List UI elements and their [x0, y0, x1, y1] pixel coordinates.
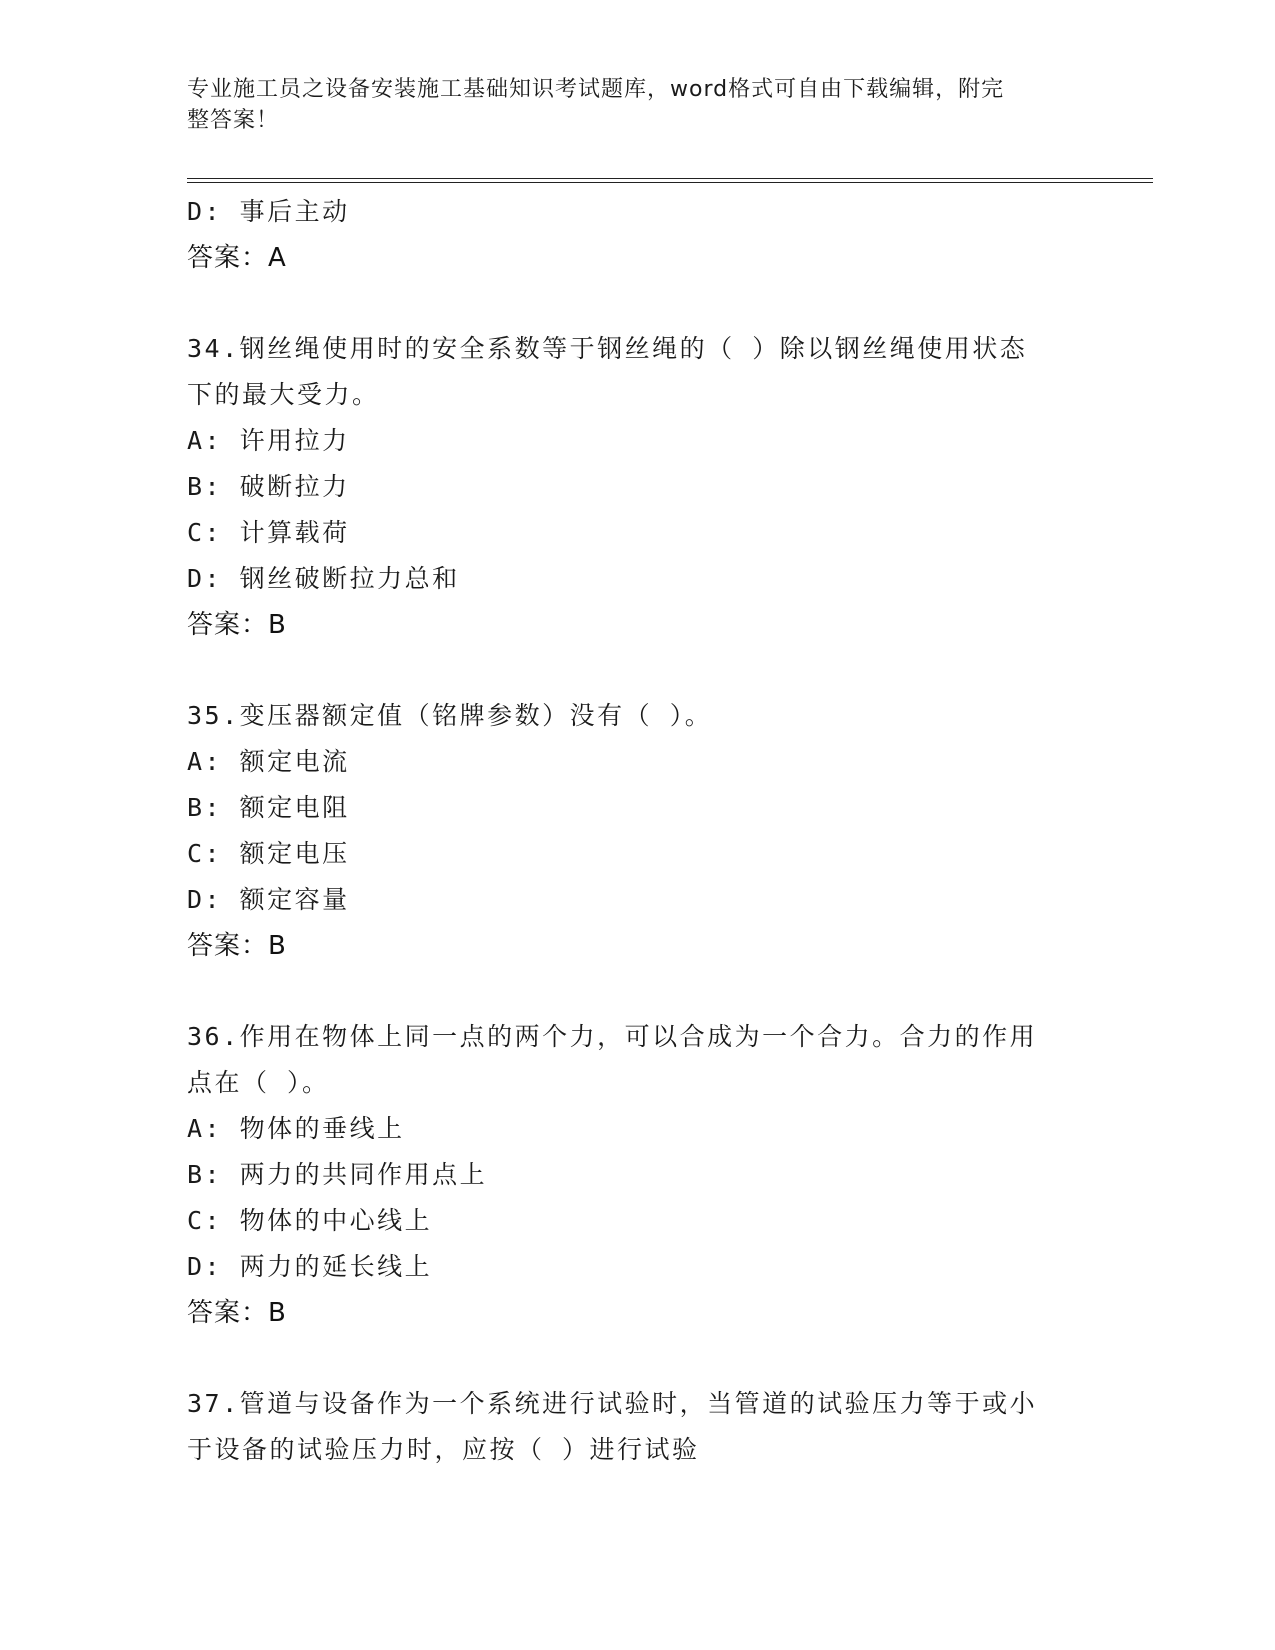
- header-line-1: 专业施工员之设备安装施工基础知识考试题库，word格式可自由下载编辑，附完: [187, 77, 1005, 102]
- option-d: D: 额定容量: [187, 885, 350, 914]
- option-c: C: 物体的中心线上: [187, 1206, 433, 1235]
- option-d: D: 两力的延长线上: [187, 1252, 433, 1281]
- option-c: C: 计算载荷: [187, 518, 350, 547]
- spacer: [187, 648, 1087, 693]
- answer-line: 答案：B: [187, 1298, 287, 1328]
- header-rule-top: [187, 178, 1153, 179]
- spacer: [187, 1336, 1087, 1381]
- option-b: B: 额定电阻: [187, 793, 350, 822]
- option-a: A: 许用拉力: [187, 426, 350, 455]
- question-block: [187, 693, 1087, 969]
- question-list: [187, 189, 1087, 1473]
- option-d: D: 钢丝破断拉力总和: [187, 564, 460, 593]
- question-block: [187, 1381, 1087, 1473]
- option-b: B: 破断拉力: [187, 472, 350, 501]
- question-stem: 34.钢丝绳使用时的安全系数等于钢丝绳的（ ）除以钢丝绳使用状态: [187, 334, 1028, 363]
- question-block: [187, 1014, 1087, 1336]
- question-stem: 36.作用在物体上同一点的两个力，可以合成为一个合力。合力的作用: [187, 1022, 1038, 1051]
- header-rule-bottom: [187, 182, 1153, 183]
- question-stem: 下的最大受力。: [187, 380, 380, 409]
- answer-line: 答案：B: [187, 610, 287, 640]
- option-a: A: 额定电流: [187, 747, 350, 776]
- answer-line: 答案：B: [187, 931, 287, 961]
- question-stem: 点在（ ）。: [187, 1068, 330, 1097]
- spacer: [187, 969, 1087, 1014]
- option-c: C: 额定电压: [187, 839, 350, 868]
- question-stem: 于设备的试验压力时，应按（ ）进行试验: [187, 1435, 700, 1464]
- option-d: D: 事后主动: [187, 197, 350, 226]
- answer-line: 答案：A: [187, 243, 287, 273]
- option-b: B: 两力的共同作用点上: [187, 1160, 488, 1189]
- spacer: [187, 281, 1087, 326]
- question-stem: 35.变压器额定值（铭牌参数）没有（ ）。: [187, 701, 713, 730]
- question-stem: 37.管道与设备作为一个系统进行试验时，当管道的试验压力等于或小: [187, 1389, 1038, 1418]
- document-header: [187, 74, 1067, 136]
- option-a: A: 物体的垂线上: [187, 1114, 405, 1143]
- header-line-2: 整答案！: [187, 108, 280, 133]
- question-block: [187, 326, 1087, 648]
